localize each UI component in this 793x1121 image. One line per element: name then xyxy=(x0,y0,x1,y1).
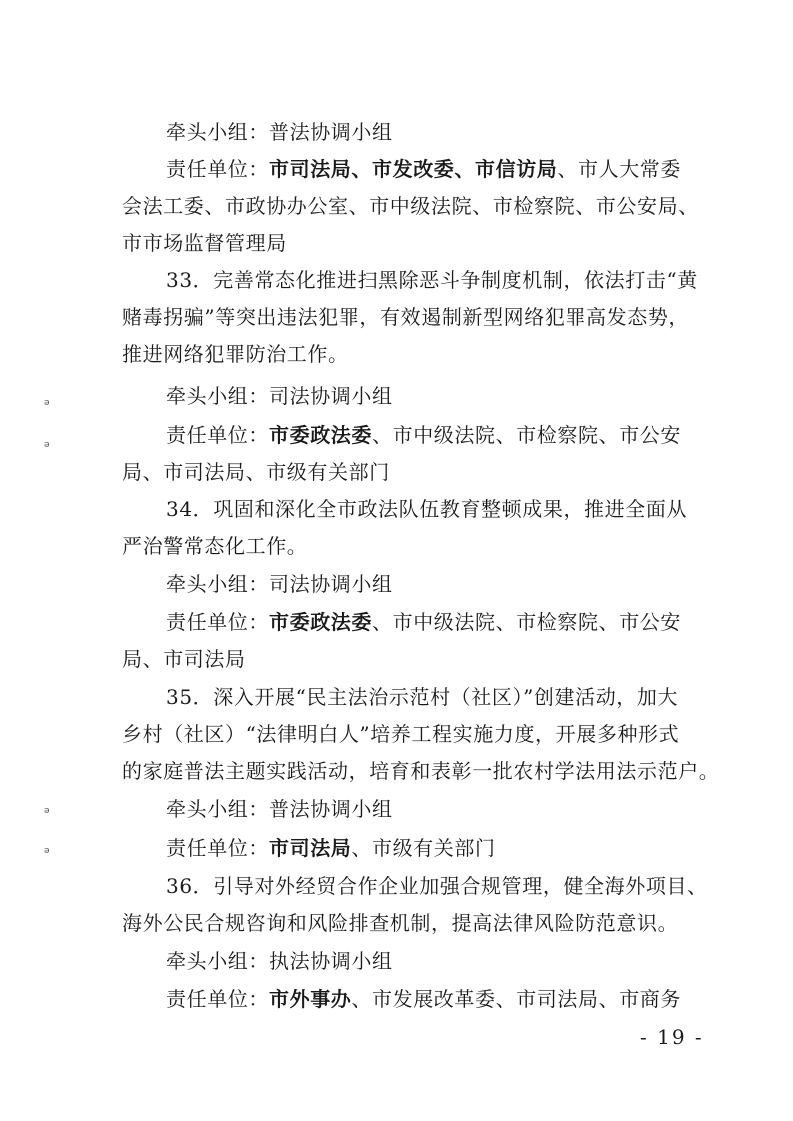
responsible-units-line: 责任单位：市委政法委、市中级法院、市检察院、市公安 xyxy=(166,610,681,634)
item-36-line: 36．引导对外经贸合作企业加强合规管理，健全海外项目、 xyxy=(166,874,708,898)
item-35-line: 35．深入开展“民主法治示范村（社区）”创建活动，加大 xyxy=(166,685,679,709)
text-line: 局、市司法局 xyxy=(122,647,246,671)
responsible-units-line: 责任单位：市司法局、市发改委、市信访局、市人大常委 xyxy=(166,157,682,181)
text-line: 市市场监督管理局 xyxy=(122,231,287,255)
text-line: 海外公民合规咨询和风险排查机制，提高法律风险防范意识。 xyxy=(122,911,679,935)
item-34-line: 34．巩固和深化全市政法队伍教育整顿成果，推进全面从 xyxy=(166,497,688,521)
binding-hole-mark: ǝ xyxy=(44,806,50,816)
lead-group-line: 牵头小组：司法协调小组 xyxy=(166,384,393,408)
lead-group-line: 牵头小组：司法协调小组 xyxy=(166,572,393,596)
text-line: 局、市司法局、市级有关部门 xyxy=(122,460,390,484)
binding-hole-mark: ǝ xyxy=(44,398,50,408)
lead-group-line: 牵头小组：执法协调小组 xyxy=(166,949,393,973)
page-number: - 19 - xyxy=(640,1025,704,1049)
binding-hole-mark: ǝ xyxy=(44,846,50,856)
text-line: 推进网络犯罪防治工作。 xyxy=(122,342,349,366)
text-line: 会法工委、市政协办公室、市中级法院、市检察院、市公安局、 xyxy=(122,194,699,218)
text-line: 乡村（社区）“法律明白人”培养工程实施力度，开展多种形式 xyxy=(122,722,680,746)
text-line: 赌毒拐骗”等突出违法犯罪，有效遏制新型网络犯罪高发态势， xyxy=(122,305,690,329)
text-line: 严治警常态化工作。 xyxy=(122,534,308,558)
text-line: 的家庭普法主题实践活动，培育和表彰一批农村学法用法示范户。 xyxy=(122,759,720,783)
lead-group-line: 牵头小组：普法协调小组 xyxy=(166,120,393,144)
responsible-units-line: 责任单位：市委政法委、市中级法院、市检察院、市公安 xyxy=(166,423,681,447)
responsible-units-line: 责任单位：市司法局、市级有关部门 xyxy=(166,836,496,860)
lead-group-line: 牵头小组：普法协调小组 xyxy=(166,797,393,821)
binding-hole-mark: ǝ xyxy=(44,440,50,450)
item-33-line: 33．完善常态化推进扫黑除恶斗争制度机制，依法打击“黄 xyxy=(166,268,698,292)
responsible-units-line: 责任单位：市外事办、市发展改革委、市司法局、市商务 xyxy=(166,987,682,1011)
